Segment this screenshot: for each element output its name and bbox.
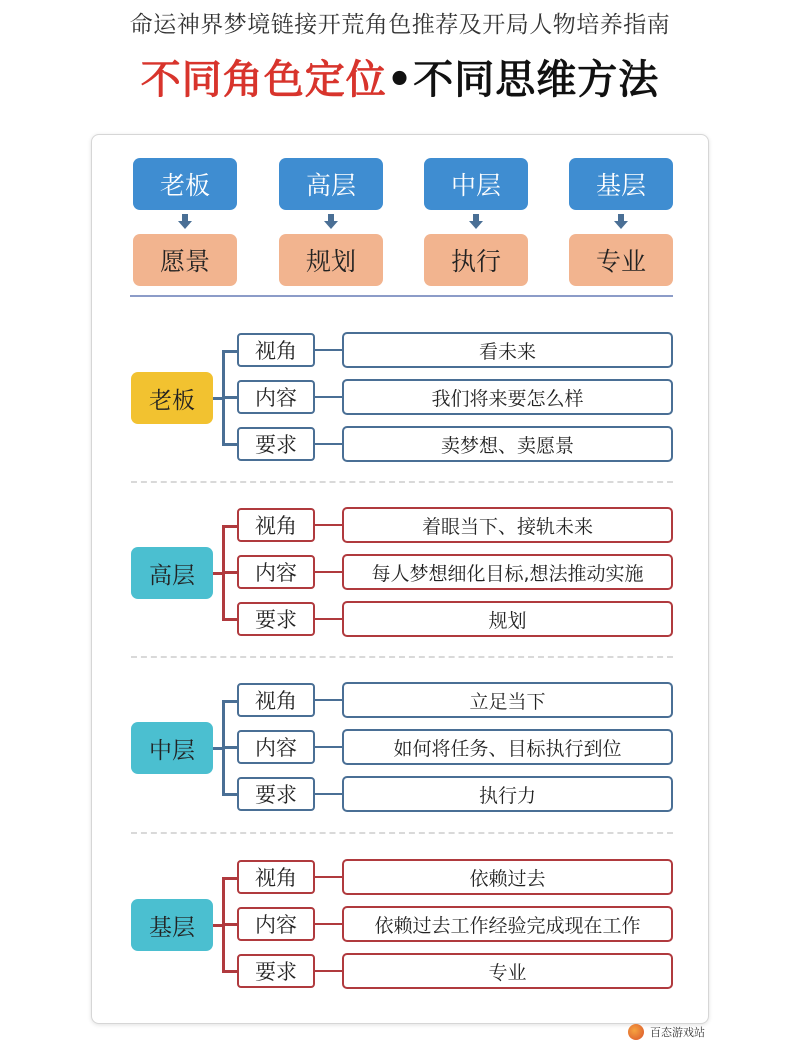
connector-line (315, 349, 343, 351)
section-separator (131, 656, 673, 658)
row-value: 如何将任务、目标执行到位 (342, 729, 673, 765)
connector-line (315, 970, 343, 972)
watermark (628, 1012, 800, 1052)
row-key: 视角 (237, 860, 315, 894)
hierarchy-level: 基层 (569, 158, 673, 210)
connector-line (315, 793, 343, 795)
hierarchy-level: 中层 (424, 158, 528, 210)
row-value: 执行力 (342, 776, 673, 812)
row-value: 看未来 (342, 332, 673, 368)
row-key: 要求 (237, 602, 315, 636)
role-section-boss (0, 328, 800, 478)
brace-line (222, 700, 238, 703)
role-label: 中层 (131, 722, 213, 774)
brace-line (222, 571, 238, 574)
row-key: 要求 (237, 777, 315, 811)
row-key: 视角 (237, 333, 315, 367)
watermark-text: 百态游戏站 (650, 1026, 705, 1039)
connector-line (315, 618, 343, 620)
row-value: 我们将来要怎么样 (342, 379, 673, 415)
row-key: 内容 (237, 555, 315, 589)
row-value: 着眼当下、接轨未来 (342, 507, 673, 543)
role-label: 基层 (131, 899, 213, 951)
headline (0, 48, 800, 105)
headline-part-thinking: •不同思维方法 (386, 57, 660, 103)
hierarchy-column-boss (133, 158, 237, 286)
hierarchy-level: 高层 (279, 158, 383, 210)
hierarchy-focus: 规划 (279, 234, 383, 286)
brace-line (222, 396, 238, 399)
hierarchy-focus: 专业 (569, 234, 673, 286)
connector-line (315, 396, 343, 398)
row-key: 视角 (237, 683, 315, 717)
connector-line (315, 699, 343, 701)
role-section-senior (0, 503, 800, 653)
section-divider (130, 295, 673, 297)
connector-line (315, 524, 343, 526)
row-value: 规划 (342, 601, 673, 637)
section-separator (131, 481, 673, 483)
role-label: 高层 (131, 547, 213, 599)
row-key: 视角 (237, 508, 315, 542)
down-arrow-icon (279, 210, 383, 234)
row-value: 依赖过去工作经验完成现在工作 (342, 906, 673, 942)
connector-line (315, 443, 343, 445)
row-value: 专业 (342, 953, 673, 989)
brace-line (222, 877, 238, 880)
role-section-staff (0, 855, 800, 1005)
brace-line (222, 350, 238, 353)
hierarchy-column-senior (279, 158, 383, 286)
connector-line (315, 571, 343, 573)
row-key: 要求 (237, 954, 315, 988)
hierarchy-column-middle (424, 158, 528, 286)
brace-line (222, 970, 238, 973)
brace-line (222, 525, 238, 528)
brace-line (222, 746, 238, 749)
row-key: 内容 (237, 730, 315, 764)
section-separator (131, 832, 673, 834)
down-arrow-icon (424, 210, 528, 234)
hierarchy-column-staff (569, 158, 673, 286)
hierarchy-level: 老板 (133, 158, 237, 210)
page-caption: 命运神界梦境链接开荒角色推荐及开局人物培养指南 (129, 12, 671, 38)
brace-line (222, 443, 238, 446)
down-arrow-icon (569, 210, 673, 234)
connector-line (315, 746, 343, 748)
row-key: 要求 (237, 427, 315, 461)
row-key: 内容 (237, 907, 315, 941)
brace-line (222, 793, 238, 796)
row-key: 内容 (237, 380, 315, 414)
brace-line (222, 923, 238, 926)
hierarchy-focus: 愿景 (133, 234, 237, 286)
row-value: 立足当下 (342, 682, 673, 718)
headline-part-roles: 不同角色定位 (140, 57, 387, 103)
row-value: 每人梦想细化目标,想法推动实施 (342, 554, 673, 590)
role-label: 老板 (131, 372, 213, 424)
connector-line (315, 923, 343, 925)
row-value: 卖梦想、卖愿景 (342, 426, 673, 462)
row-value: 依赖过去 (342, 859, 673, 895)
connector-line (315, 876, 343, 878)
role-section-middle (0, 678, 800, 828)
brace-line (222, 618, 238, 621)
site-logo-icon (628, 1024, 644, 1040)
hierarchy-focus: 执行 (424, 234, 528, 286)
down-arrow-icon (133, 210, 237, 234)
